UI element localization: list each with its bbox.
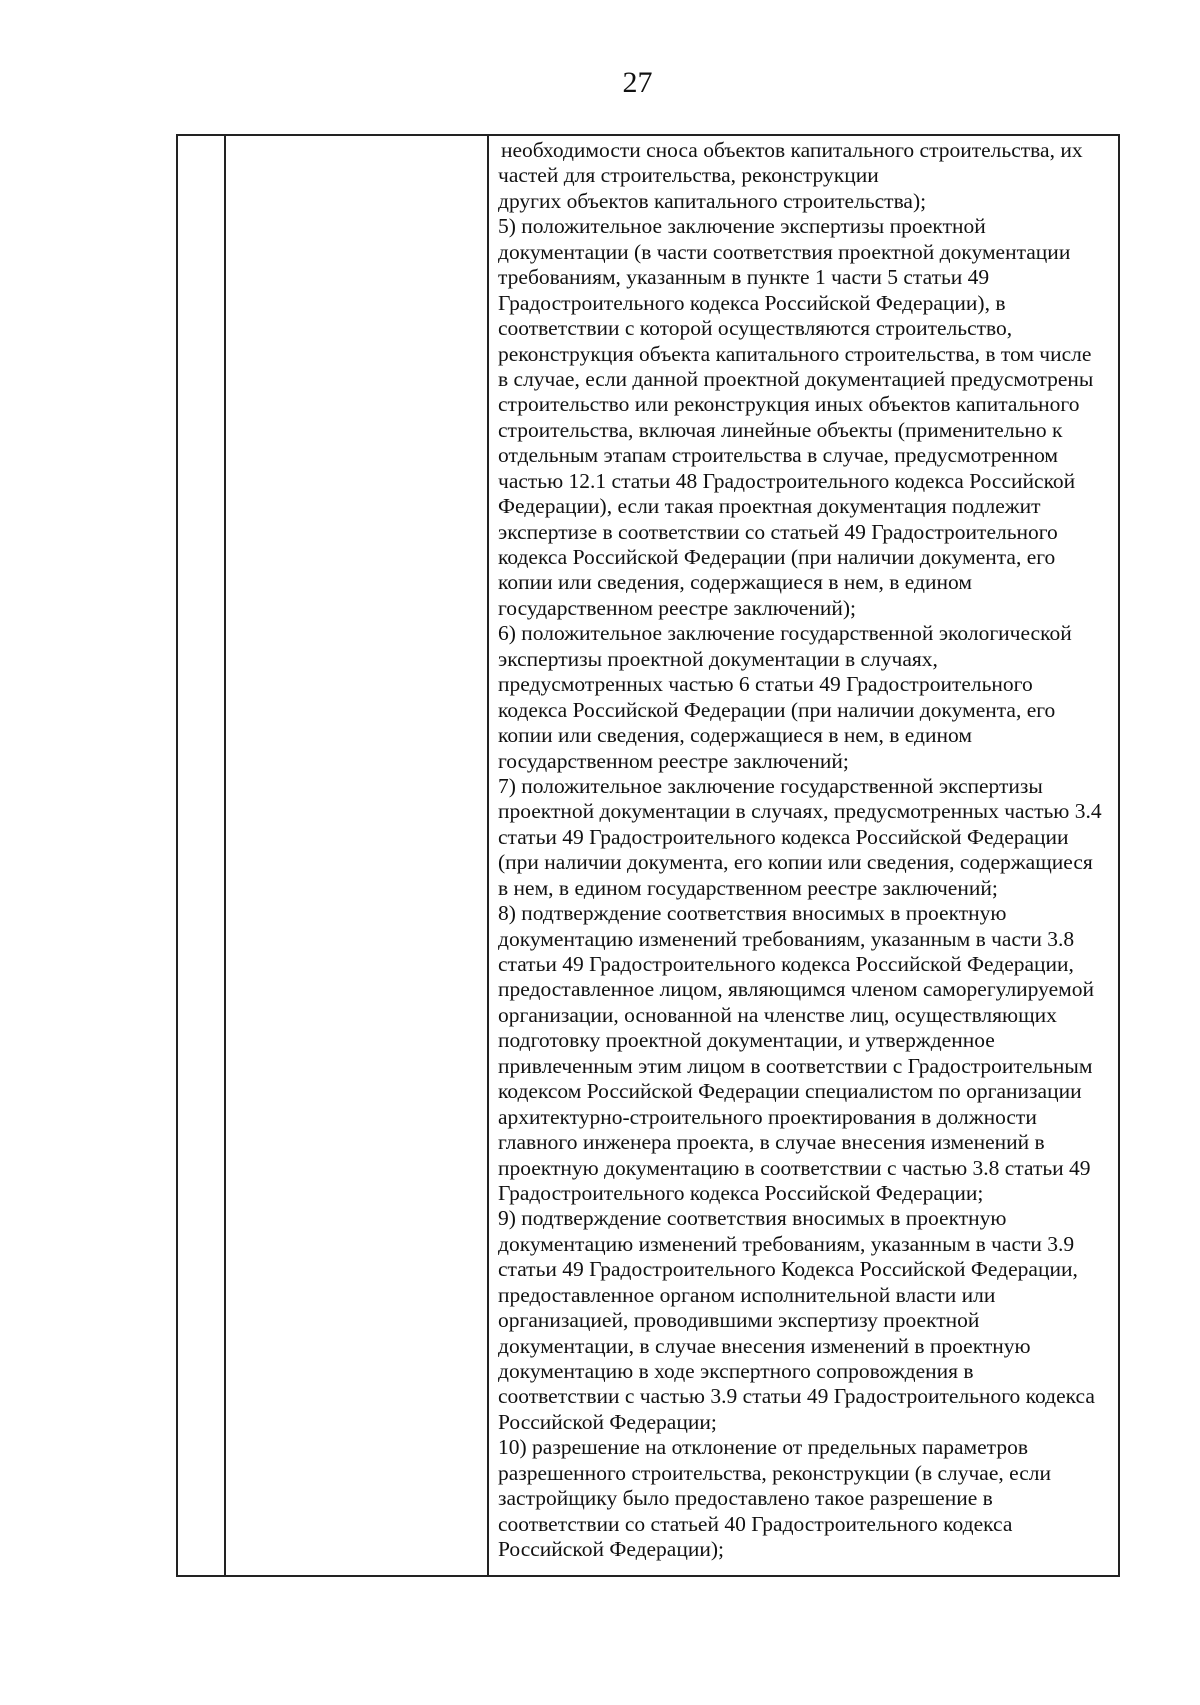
text-line: кодекса Российской Федерации (при наличии документа, его xyxy=(498,697,1056,722)
text-line: статьи 49 Градостроительного Кодекса Российской Федерации, xyxy=(498,1257,1078,1282)
text-line: копии или сведения, содержащиеся в нем, в едином xyxy=(498,570,972,595)
text-line: предоставленное органом исполнительной власти или xyxy=(498,1282,996,1307)
text-line: документацию изменений требованиям, указанным в части 3.8 xyxy=(498,926,1075,951)
text-line: документации, в случае внесения изменений в проектную xyxy=(498,1333,1031,1358)
text-line: соответствии со статьей 40 Градостроительного кодекса xyxy=(498,1511,1013,1536)
text-line: статьи 49 Градостроительного кодекса Российской Федерации xyxy=(498,824,1069,849)
text-line: организацией, проводившими экспертизу проектной xyxy=(498,1308,980,1333)
text-line: строительства, включая линейные объекты (применительно к xyxy=(498,417,1063,442)
text-line: 7) положительное заключение государственной экспертизы xyxy=(498,773,1043,798)
text-line: 5) положительное заключение экспертизы проектной xyxy=(498,214,986,239)
text-line: в случае, если данной проектной документацией предусмотрены xyxy=(498,366,1094,391)
document-table xyxy=(176,134,1120,1577)
text-line: проектной документации в случаях, предусмотренных частью 3.4 xyxy=(498,799,1102,824)
text-line: проектную документацию в соответствии с частью 3.8 статьи 49 xyxy=(498,1155,1091,1180)
column-divider-1 xyxy=(224,136,226,1575)
text-line: строительство или реконструкция иных объектов капитального xyxy=(498,392,1080,417)
text-line: Федерации), если такая проектная документация подлежит xyxy=(498,494,1041,519)
requirements-text-cell xyxy=(498,138,1124,1563)
text-line: Российской Федерации); xyxy=(498,1537,725,1562)
text-line: государственном реестре заключений; xyxy=(498,748,849,773)
text-line: других объектов капитального строительства); xyxy=(498,188,927,213)
text-line: (при наличии документа, его копии или сведения, содержащиеся xyxy=(498,850,1093,875)
text-line: требованиям, указанным в пункте 1 части 5 статьи 49 xyxy=(498,265,990,290)
text-line: подготовку проектной документации, и утвержденное xyxy=(498,1028,995,1053)
text-line: соответствии с частью 3.9 статьи 49 Градостроительного кодекса xyxy=(498,1384,1095,1409)
text-line: 8) подтверждение соответствия вносимых в проектную xyxy=(498,901,1007,926)
column-divider-2 xyxy=(487,136,489,1575)
text-line: предусмотренных частью 6 статьи 49 Градостроительного xyxy=(498,672,1033,697)
text-line: реконструкция объекта капитального строительства, в том числе xyxy=(498,341,1092,366)
text-line: 6) положительное заключение государственной экологической xyxy=(498,621,1072,646)
text-line: кодексом Российской Федерации специалистом по организации xyxy=(498,1079,1082,1104)
text-line: документацию изменений требованиям, указанным в части 3.9 xyxy=(498,1231,1075,1256)
text-line: кодекса Российской Федерации (при наличии документа, его xyxy=(498,545,1056,569)
text-line: Градостроительного кодекса Российской Федерации; xyxy=(498,1180,984,1205)
text-line: главного инженера проекта, в случае внесения изменений в xyxy=(498,1130,1045,1155)
text-line: предоставленное лицом, являющимся членом саморегулируемой xyxy=(498,977,1095,1002)
text-line: 10) разрешение на отклонение от предельных параметров xyxy=(498,1435,1028,1460)
text-line: экспертизе в соответствии со статьей 49 Градостроительного xyxy=(498,519,1058,544)
text-line: документации (в части соответствия проектной документации xyxy=(498,239,1071,264)
text-line: разрешенного строительства, реконструкции (в случае, если xyxy=(498,1460,1051,1485)
text-line: экспертизы проектной документации в случаях, xyxy=(498,646,938,671)
text-line: 9) подтверждение соответствия вносимых в проектную xyxy=(498,1206,1007,1231)
page-number: 27 xyxy=(622,66,653,99)
text-line: архитектурно-строительного проектирования в должности xyxy=(498,1104,1037,1129)
text-line: государственном реестре заключений); xyxy=(498,595,856,620)
text-line: частей для строительства, реконструкции xyxy=(498,163,879,188)
text-line: застройщику было предоставлено такое разрешение в xyxy=(498,1486,993,1511)
text-line: документацию в ходе экспертного сопровождения в xyxy=(498,1359,974,1383)
text-line: Российской Федерации; xyxy=(498,1409,717,1434)
text-line: привлеченным этим лицом в соответствии с Градостроительным xyxy=(498,1053,1093,1078)
text-line: отдельным этапам строительства в случае, предусмотренном xyxy=(498,443,1059,468)
text-line: копии или сведения, содержащиеся в нем, в едином xyxy=(498,723,972,748)
text-line: Градостроительного кодекса Российской Федерации), в xyxy=(498,290,1006,315)
text-line: необходимости сноса объектов капитального строительства, их xyxy=(501,138,1083,162)
text-line: статьи 49 Градостроительного кодекса Российской Федерации, xyxy=(498,952,1074,976)
text-line: соответствии с которой осуществляются строительство, xyxy=(498,316,1013,341)
text-line: организации, основанной на членстве лиц, осуществляющих xyxy=(498,1002,1057,1027)
text-line: частью 12.1 статьи 48 Градостроительного кодекса Российской xyxy=(498,468,1076,493)
text-line: в нем, в едином государственном реестре заключений; xyxy=(498,875,998,900)
